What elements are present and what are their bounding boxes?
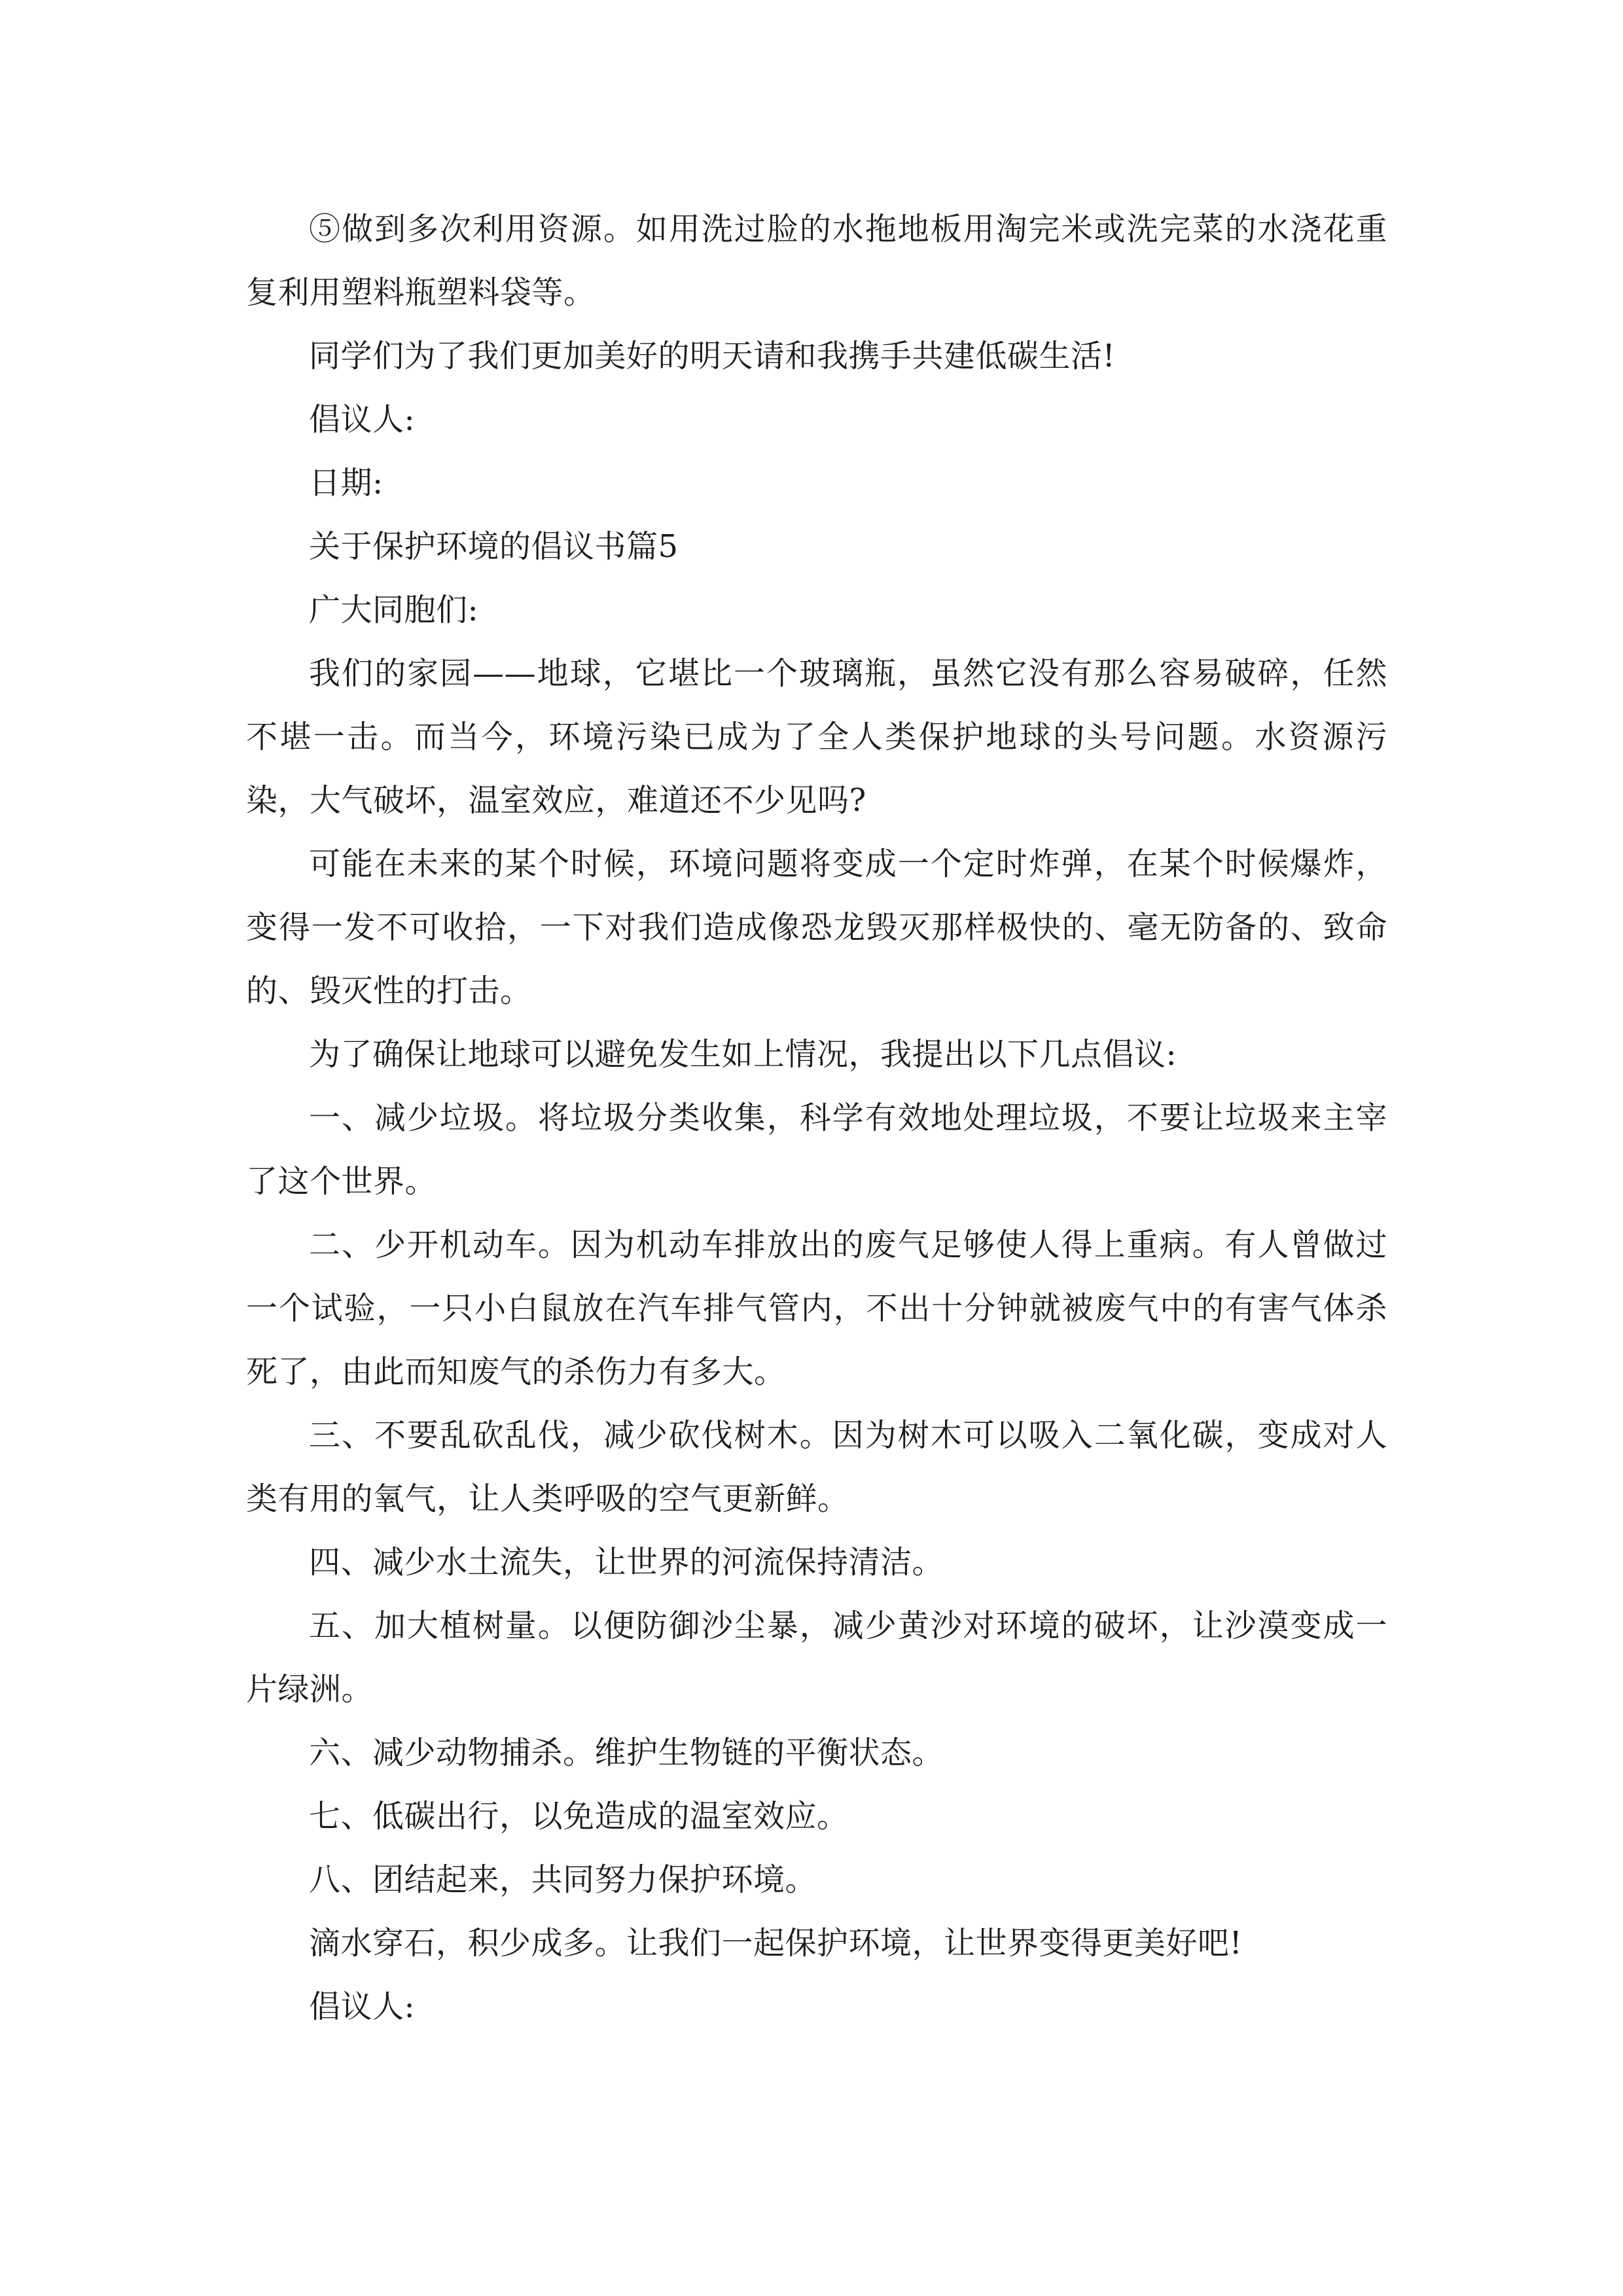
paragraph-proposer-label: 倡议人:: [309, 401, 416, 438]
salutation: 广大同胞们:: [309, 592, 479, 628]
paragraph-proposer-label-2: 倡议人:: [309, 1988, 416, 2025]
proposal-item-3: 三、不要乱砍乱伐，减少砍伐树木。因为树木可以吸入二氧化碳，变成对人类有用的氧气，让人类呼吸的空气更新鲜。: [246, 1417, 1387, 1517]
proposal-item-5: 五、加大植树量。以便防御沙尘暴，减少黄沙对环境的破坏，让沙漠变成一片绿洲。: [246, 1607, 1387, 1708]
section-title: 关于保护环境的倡议书篇5: [309, 528, 679, 565]
paragraph-earth-home: 我们的家园——地球，它堪比一个玻璃瓶，虽然它没有那么容易破碎，任然不堪一击。而当今，环境污染已成为了全人类保护地球的头号问题。水资源污染，大气破坏，温室效应，难道还不少见吗?: [246, 655, 1387, 819]
proposal-item-8: 八、团结起来，共同努力保护环境。: [309, 1861, 817, 1898]
proposal-item-2: 二、少开机动车。因为机动车排放出的废气足够使人得上重病。有人曾做过一个试验，一只小白鼠放在汽车排气管内，不出十分钟就被废气中的有害气体杀死了，由此而知废气的杀伤力有多大。: [246, 1227, 1387, 1390]
paragraph-reuse-resources: ⑤做到多次利用资源。如用洗过脸的水拖地板用淘完米或洗完菜的水浇花重复利用塑料瓶塑料袋等。: [246, 211, 1387, 311]
paragraph-date-label: 日期:: [309, 465, 383, 501]
proposal-item-4: 四、减少水土流失，让世界的河流保持清洁。: [309, 1544, 944, 1581]
proposal-item-1: 一、减少垃圾。将垃圾分类收集，科学有效地处理垃圾，不要让垃圾来主宰了这个世界。: [246, 1100, 1387, 1200]
proposal-item-7: 七、低碳出行，以免造成的温室效应。: [309, 1798, 849, 1835]
paragraph-time-bomb: 可能在未来的某个时候，环境问题将变成一个定时炸弹，在某个时候爆炸，变得一发不可收拾，一下对我们造成像恐龙毁灭那样极快的、毫无防备的、致命的、毁灭性的打击。: [246, 846, 1387, 1009]
paragraph-low-carbon-appeal: 同学们为了我们更加美好的明天请和我携手共建低碳生活!: [309, 338, 1116, 374]
proposal-item-6: 六、减少动物捕杀。维护生物链的平衡状态。: [309, 1734, 944, 1771]
paragraph-closing: 滴水穿石，积少成多。让我们一起保护环境，让世界变得更美好吧!: [309, 1925, 1243, 1962]
document-body: [246, 198, 1387, 2039]
paragraph-proposals-intro: 为了确保让地球可以避免发生如上情况，我提出以下几点倡议:: [309, 1036, 1177, 1073]
